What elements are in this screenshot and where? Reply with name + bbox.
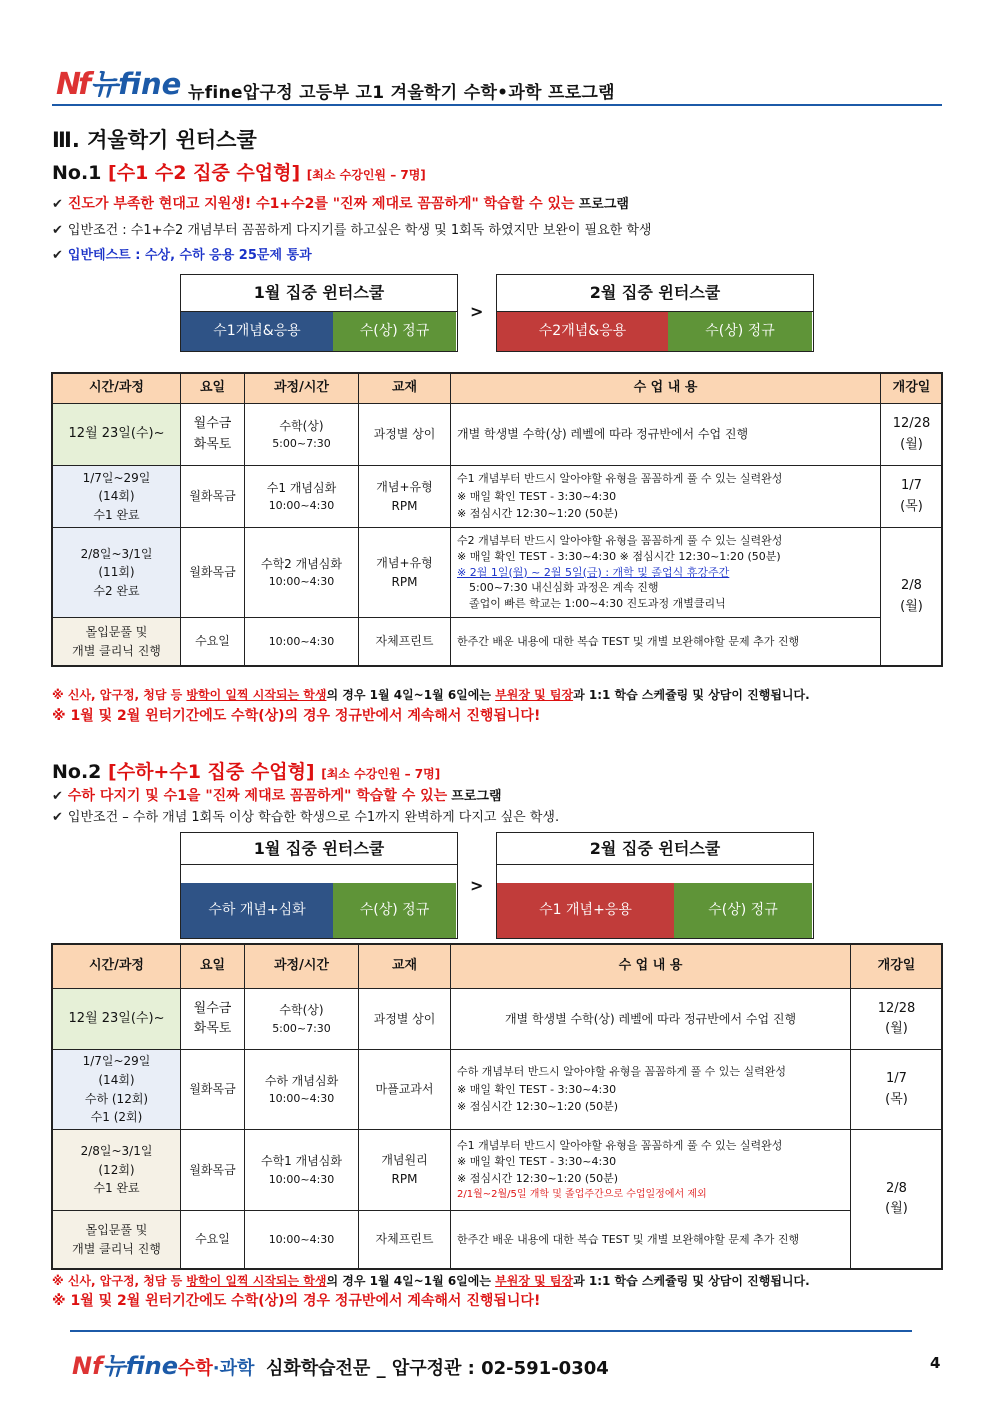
flow-february-title: 2월 집중 윈터스쿨 bbox=[497, 833, 813, 865]
table-row: 12월 23일(수)~ 월수금 화목토 수학(상) 5:00~7:30 과정별 상이 개별 학생별 수학(상) 레벨에 따라 정규반에서 수업 진행 12/28 (월) bbox=[53, 404, 943, 466]
table-row: 몰입문풀 및 개별 클리닉 진행 수요일 10:00~4:30 자체프린트 한주간 배운 내용에 대한 복습 TEST 및 개별 보완해야할 문제 추가 진행 bbox=[53, 618, 943, 666]
header-cell: 요일 bbox=[181, 374, 245, 404]
program2-bullet2: ✔ 입반조건 – 수하 개념 1회독 이상 학습한 학생으로 수1까지 완벽하게 다지고 싶은 학생. bbox=[52, 810, 560, 825]
header-cell: 수 업 내 용 bbox=[451, 374, 881, 404]
flow-january-course-b: 수(상) 정규 bbox=[333, 883, 456, 938]
flow-arrow: > bbox=[470, 302, 484, 321]
flow-february-course-b: 수(상) 정규 bbox=[674, 883, 812, 938]
program2-footnote1: ※ 신사, 압구정, 청담 등 방학이 일찍 시작되는 학생의 경우 1월 4일~1월 6일에는 부원장 및 팀장과 1:1 학습 스케쥴링 및 상담이 진행됩니다. bbox=[52, 1274, 810, 1288]
header-cell: 과정/시간 bbox=[245, 945, 359, 989]
header-cell: 요일 bbox=[181, 945, 245, 989]
header-cell: 교재 bbox=[359, 945, 451, 989]
program2-no: No.2 bbox=[52, 761, 102, 783]
program2-bullet1: ✔ 수하 다지기 및 수1을 "진짜 제대로 꼼꼼하게" 학습할 수 있는 프로그램 bbox=[52, 788, 502, 804]
program1-note: [최소 수강인원 – 7명] bbox=[306, 168, 426, 182]
header-cell: 과정/시간 bbox=[245, 374, 359, 404]
table-row: 몰입문풀 및 개별 클리닉 진행 수요일 10:00~4:30 자체프린트 한주간 배운 내용에 대한 복습 TEST 및 개별 보완해야할 문제 추가 진행 bbox=[53, 1211, 943, 1269]
program1-name: [수1 수2 집중 수업형] bbox=[108, 162, 301, 184]
flow-january-course-b: 수(상) 정규 bbox=[333, 312, 456, 351]
footer-logo: Nf뉴fine bbox=[72, 1352, 178, 1380]
flow-january-title: 1월 집중 윈터스쿨 bbox=[181, 275, 457, 312]
table-border bbox=[51, 943, 943, 1270]
check-icon: ✔ bbox=[52, 223, 63, 238]
section-title: Ⅲ. 겨울학기 윈터스쿨 bbox=[52, 128, 257, 152]
program1-footnote1: ※ 신사, 압구정, 청담 등 방학이 일찍 시작되는 학생의 경우 1월 4일~1월 6일에는 부원장 및 팀장과 1:1 학습 스케쥴링 및 상담이 진행됩니다. bbox=[52, 688, 810, 702]
page-header bbox=[52, 62, 942, 107]
table-row: 1/7일~29일 (14회) 수하 (12회) 수1 (2회) 월화목금 수하 개념심화 10:00~4:30 마플교과서 수하 개념부터 반드시 알아야할 유형을 꼼꼼하게 풀 수 있는 실력완성 ※ 매일 확인 TEST - 3:30~4:30 ※ 점심시간 12:30~1:20 (50분) 1/7 (목) bbox=[53, 1050, 943, 1130]
program2-name: [수하+수1 집중 수업형] bbox=[108, 761, 315, 783]
program1-footnote2: ※ 1월 및 2월 윈터기간에도 수학(상)의 경우 정규반에서 계속해서 진행됩니다! bbox=[52, 708, 541, 724]
header-cell: 교재 bbox=[359, 374, 451, 404]
program2-flow-january bbox=[180, 832, 458, 939]
logo-text: 뉴fine bbox=[90, 67, 182, 101]
program2-flow-february bbox=[496, 832, 814, 939]
page-number: 4 bbox=[930, 1354, 941, 1372]
footer-divider bbox=[70, 1330, 912, 1332]
program2-footnote2: ※ 1월 및 2월 윈터기간에도 수학(상)의 경우 정규반에서 계속해서 진행됩니다! bbox=[52, 1293, 541, 1309]
table-row: 12월 23일(수)~ 월수금 화목토 수학(상) 5:00~7:30 과정별 상이 개별 학생별 수학(상) 레벨에 따라 정규반에서 수업 진행 12/28 (월) bbox=[53, 989, 943, 1050]
program1-bullet2: ✔ 입반조건 : 수1+수2 개념부터 꼼꼼하게 다지기를 하고싶은 학생 및 1회독 하였지만 보완이 필요한 학생 bbox=[52, 223, 652, 238]
program1-bullet1: ✔ 진도가 부족한 현대고 지원생! 수1+수2를 "진짜 제대로 꼼꼼하게" 학습할 수 있는 프로그램 bbox=[52, 196, 629, 212]
header-divider bbox=[52, 104, 942, 106]
program1-no: No.1 bbox=[52, 162, 102, 184]
header-cell: 수 업 내 용 bbox=[451, 945, 851, 989]
flow-arrow: > bbox=[470, 876, 484, 895]
header-cell: 시간/과정 bbox=[53, 945, 181, 989]
check-icon: ✔ bbox=[52, 197, 63, 212]
flow-february-title: 2월 집중 윈터스쿨 bbox=[497, 275, 813, 312]
flow-february-course-a: 수2개념&응용 bbox=[497, 312, 668, 351]
table-row: 1/7일~29일 (14회) 수1 완료 월화목금 수1 개념심화 10:00~4:30 개념+유형 RPM 수1 개념부터 반드시 알아야할 유형을 꼼꼼하게 풀 수 있는 실력완성 ※ 매일 확인 TEST - 3:30~4:30 ※ 점심시간 12:30~1:20 (50분) 1/7 (목) bbox=[53, 466, 943, 528]
flow-january-course-a: 수1개념&응용 bbox=[181, 312, 333, 351]
flow-february-course-a: 수1 개념+응용 bbox=[497, 883, 674, 938]
program2-title bbox=[52, 757, 440, 784]
program1-flow-february bbox=[496, 274, 814, 352]
header-cell: 개강일 bbox=[851, 945, 943, 989]
flow-february-course-b: 수(상) 정규 bbox=[668, 312, 812, 351]
check-icon: ✔ bbox=[52, 248, 63, 263]
table-border bbox=[51, 372, 943, 667]
program1-flow-january bbox=[180, 274, 458, 352]
check-icon: ✔ bbox=[52, 810, 63, 825]
table-row: 2/8일~3/1일 (12회) 수1 완료 월화목금 수학1 개념심화 10:00~4:30 개념원리 RPM 수1 개념부터 반드시 알아야할 유형을 꼼꼼하게 풀 수 있는 실력완성 ※ 매일 확인 TEST - 3:30~4:30 ※ 점심시간 12:30~1:20 (50분) 2/1월~2월/5일 개학 및 졸업주간으로 수업일정에서 제외 2/8 (월) bbox=[53, 1130, 943, 1211]
program1-bullet3: ✔ 입반테스트 : 수상, 수하 응용 25문제 통과 bbox=[52, 248, 312, 263]
program2-note: [최소 수강인원 – 7명] bbox=[321, 767, 441, 781]
logo-mark: Nf bbox=[56, 67, 89, 102]
program1-title bbox=[52, 158, 426, 185]
header-cell: 개강일 bbox=[881, 374, 943, 404]
footer-contact: 심화학습전문 _ 압구정관 : 02-591-0304 bbox=[265, 1358, 609, 1379]
flow-january-course-a: 수하 개념+심화 bbox=[181, 883, 333, 938]
page-footer: Nf뉴fine수학·과학 심화학습전문 _ 압구정관 : 02-591-0304 bbox=[72, 1352, 609, 1380]
header-title: 뉴fine압구정 고등부 고1 겨울학기 수학•과학 프로그램 bbox=[188, 83, 615, 103]
table-row: 2/8일~3/1일 (11회) 수2 완료 월화목금 수학2 개념심화 10:00~4:30 개념+유형 RPM 수2 개념부터 반드시 알아야할 유형을 꼼꼼하게 풀 수 있는 실력완성 ※ 매일 확인 TEST - 3:30~4:30 ※ 점심시간 12:30~1:20 (50분) ※ 2월 1일(월) ~ 2월 5일(금) : 개학 및 졸업식 휴강주간 5:00~7:30 내신심화 과정은 계속 진행 졸업이 빠른 학교는 1:00~4:30 진도과정 개별클리닉 2/8 (월) bbox=[53, 528, 943, 618]
check-icon: ✔ bbox=[52, 789, 63, 804]
header-cell: 시간/과정 bbox=[53, 374, 181, 404]
brand-logo bbox=[56, 62, 181, 103]
flow-january-title: 1월 집중 윈터스쿨 bbox=[181, 833, 457, 865]
